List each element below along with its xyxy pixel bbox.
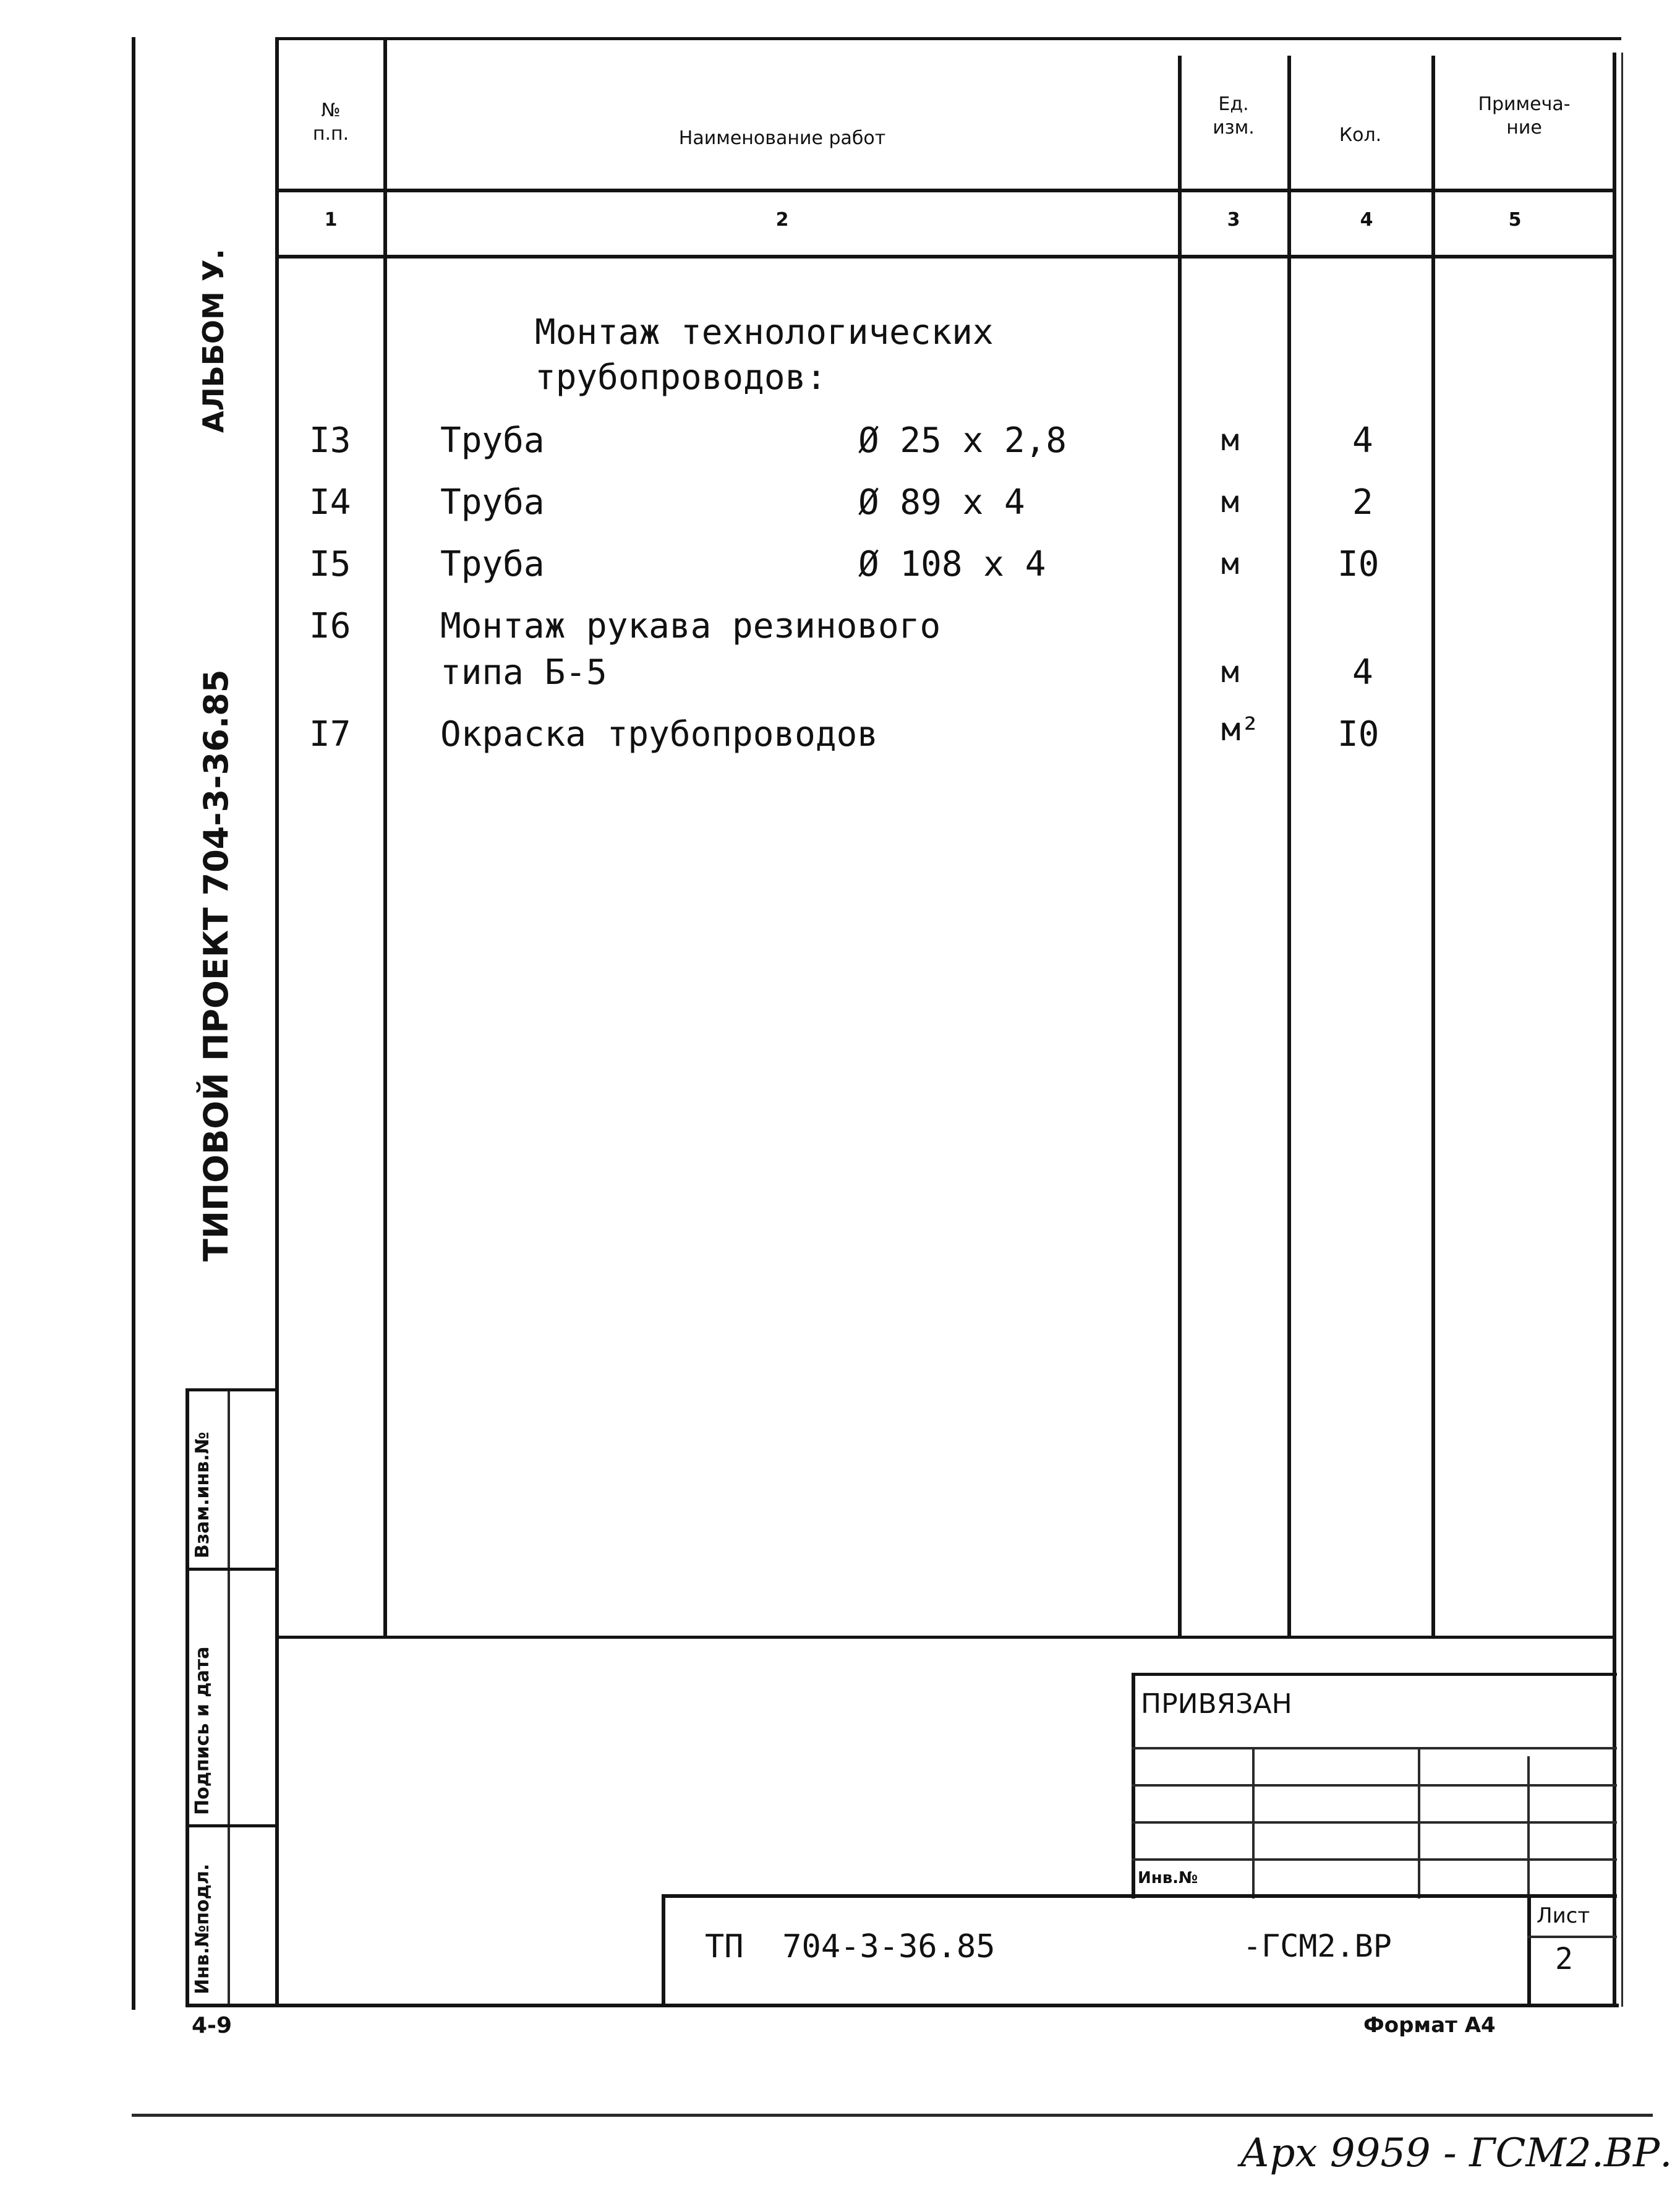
row-i4-name: Труба <box>440 482 545 523</box>
binding-row-1 <box>1132 1747 1617 1749</box>
binding-row-3 <box>1132 1821 1617 1824</box>
row-i3-qty: 4 <box>1352 421 1373 461</box>
title-block-top <box>662 1894 1617 1898</box>
stamp-label-signature: Подпись и дата <box>192 1646 213 1815</box>
row-i6-qty: 4 <box>1352 652 1373 693</box>
row-i4-unit: м <box>1221 485 1239 519</box>
col-sep-2 <box>1178 56 1182 1639</box>
header-line-1 <box>275 189 1616 192</box>
title-sheet-mid <box>1527 1936 1617 1938</box>
row-i5-name: Труба <box>440 544 545 584</box>
row-i6-name: Монтаж рукава резинового <box>440 606 941 646</box>
header-line-2 <box>275 255 1616 258</box>
sheet-label: Лист <box>1537 1903 1590 1928</box>
col-number-1: 1 <box>324 209 338 231</box>
binding-box-top <box>1132 1673 1617 1676</box>
title-block-left <box>662 1894 665 2005</box>
col-number-4: 4 <box>1360 209 1373 231</box>
row-i5-size: Ø 108 x 4 <box>858 544 1046 584</box>
table-border-left <box>275 37 279 2007</box>
format-label: Формат А4 <box>1363 2013 1496 2038</box>
stamp-label-replace: Взам.инв.№ <box>192 1432 213 1558</box>
binding-col-2 <box>1418 1747 1420 1898</box>
row-i6-unit: м <box>1221 655 1239 690</box>
outer-frame-bottom <box>132 2114 1653 2117</box>
handwritten-archive-number: Арх 9959 - ГСМ2.ВР. <box>1240 2130 1673 2176</box>
row-i5-unit: м <box>1221 547 1239 581</box>
album-label: АЛЬБОМ У. <box>197 249 230 433</box>
section-title-line-1: Монтаж технологических <box>535 312 994 352</box>
row-i7-qty: I0 <box>1337 714 1379 754</box>
title-sheet-sep <box>1527 1894 1531 2005</box>
binding-col-3 <box>1527 1756 1530 1898</box>
col-sep-1 <box>383 37 387 1639</box>
row-i5-num: I5 <box>309 544 351 584</box>
sheet-number: 2 <box>1555 1942 1573 1976</box>
binding-col-1 <box>1252 1747 1255 1898</box>
col-number-5: 5 <box>1508 209 1522 231</box>
section-title-line-2: трубопроводов: <box>535 357 827 398</box>
row-i4-size: Ø 89 x 4 <box>858 482 1025 523</box>
project-label: ТИПОВОЙ ПРОЕКТ 704-3-36.85 <box>197 669 236 1262</box>
table-border-right <box>1613 53 1616 2007</box>
row-i6-name-cont: типа Б-5 <box>440 652 607 693</box>
doc-code: ТП 704-3-36.85 <box>705 1928 996 1965</box>
row-i3-num: I3 <box>309 421 351 461</box>
row-i7-num: I7 <box>309 714 351 754</box>
doc-suffix: -ГСМ2.ВР <box>1243 1928 1392 1964</box>
stamp-col-left <box>185 1388 189 2007</box>
row-i7-unit: м² <box>1221 711 1260 748</box>
col-number-3: 3 <box>1227 209 1240 231</box>
stamp-top <box>185 1388 278 1391</box>
inv-label: Инв.№ <box>1138 1869 1198 1887</box>
row-i3-size: Ø 25 x 2,8 <box>858 421 1067 461</box>
table-body-bottom <box>278 1636 1614 1639</box>
header-note: Примеча- ние <box>1478 93 1571 139</box>
stamp-label-inventory: Инв.№подл. <box>192 1863 213 1994</box>
row-i3-unit: м <box>1221 423 1239 458</box>
binding-row-2 <box>1132 1784 1617 1787</box>
header-name: Наименование работ <box>678 127 886 149</box>
col-sep-4 <box>1431 56 1435 1639</box>
stamp-sep-1 <box>185 1568 278 1571</box>
binding-row-4 <box>1132 1858 1617 1861</box>
col-sep-3 <box>1287 56 1291 1639</box>
stamp-col-mid <box>228 1388 230 2007</box>
row-i7-name: Окраска трубопроводов <box>440 714 879 754</box>
table-border-right-outer <box>1621 53 1623 2007</box>
row-i3-name: Труба <box>440 421 545 461</box>
row-i6-num: I6 <box>309 606 351 646</box>
header-qty: Кол. <box>1339 124 1382 146</box>
row-i4-num: I4 <box>309 482 351 523</box>
header-num: № п.п. <box>312 100 349 145</box>
header-unit: Ед. изм. <box>1213 93 1255 139</box>
page-left-code: 4-9 <box>192 2013 232 2038</box>
outer-frame-left <box>132 37 135 2010</box>
row-i4-qty: 2 <box>1352 482 1373 523</box>
stamp-sep-2 <box>185 1824 278 1827</box>
row-i5-qty: I0 <box>1337 544 1379 584</box>
table-top-line <box>275 37 1621 40</box>
stamp-bottom <box>185 2004 1619 2007</box>
binding-label: ПРИВЯЗАН <box>1141 1688 1292 1720</box>
col-number-2: 2 <box>775 209 789 231</box>
